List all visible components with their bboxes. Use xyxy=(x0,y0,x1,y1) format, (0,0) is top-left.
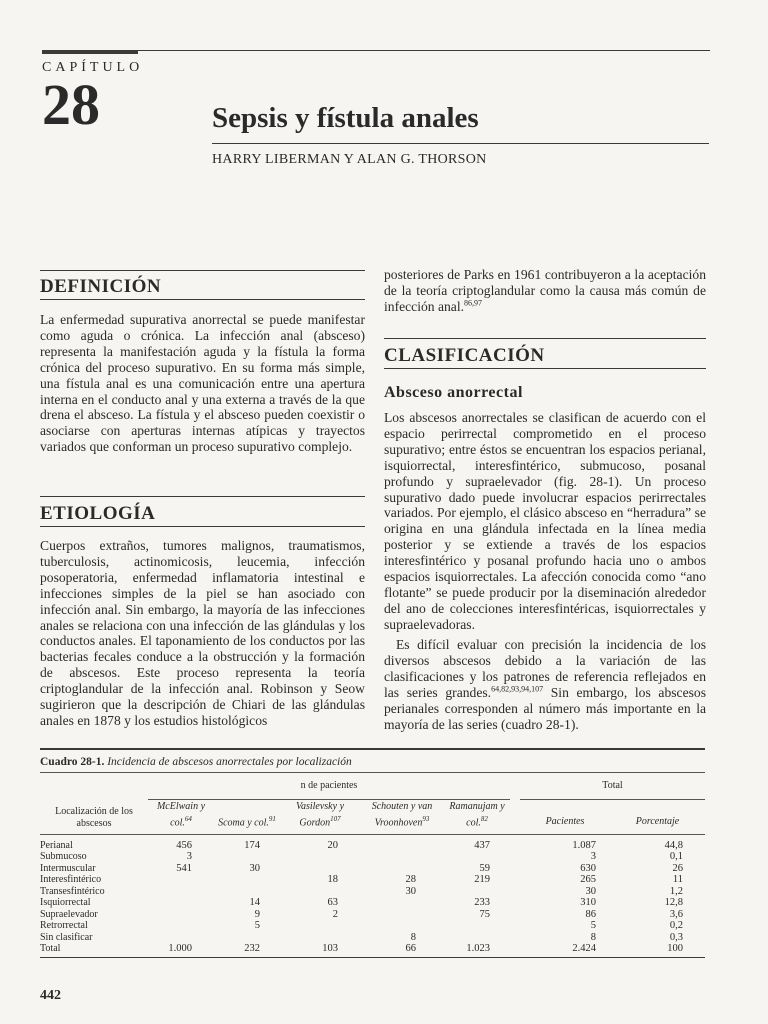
table-row xyxy=(40,909,705,921)
table-caption-text: Incidencia de abscesos anorrectales por localización xyxy=(107,756,352,768)
table-cell: 75 xyxy=(479,908,490,920)
col-scoma: Scoma y col.$^{91}$ xyxy=(218,815,276,829)
table-cell: 14 xyxy=(249,897,260,908)
table-cell: 437 xyxy=(474,839,490,851)
table-cell: 5 xyxy=(254,920,260,931)
table-cell: 310 xyxy=(580,897,596,908)
table-cell: 30 xyxy=(249,862,260,874)
table-row xyxy=(40,920,705,932)
table-row xyxy=(40,943,705,955)
row-label: Perianal xyxy=(40,839,73,851)
table-cell: 103 xyxy=(322,943,338,954)
table-cell xyxy=(360,897,444,909)
table-cell: 541 xyxy=(176,862,192,874)
section-rule xyxy=(384,338,706,339)
table-cell: 63 xyxy=(327,897,338,908)
clasificacion-paragraph-2 xyxy=(384,637,706,732)
table-cell xyxy=(214,886,280,898)
table-row xyxy=(40,834,705,851)
table-cell: 630 xyxy=(580,862,596,874)
row-label: Interesfintérico xyxy=(40,874,102,885)
table-cell xyxy=(148,886,214,898)
row-label: Retrorrectal xyxy=(40,920,88,931)
table-cell: 20 xyxy=(327,839,338,851)
row-label: Transesfintérico xyxy=(40,885,105,897)
table-cell: 1.000 xyxy=(168,943,192,954)
table-body xyxy=(40,834,705,955)
table-row xyxy=(40,932,705,944)
col-mcelwain: McElwain y col.$^{64}$ xyxy=(156,801,206,829)
clasificacion-paragraph-2-text: Es difícil evaluar con precisión la incidencia de los diversos abscesos debido a la variación de las clasificaciones y los patrones de referencia reflejados en las series grandes. xyxy=(384,637,706,700)
table-cell: 26 xyxy=(672,862,683,874)
row-label: Sin clasificar xyxy=(40,931,93,943)
section-rule xyxy=(40,496,365,497)
table-caption-label: Cuadro 28-1. xyxy=(40,756,105,768)
chapter-title: Sepsis y fístula anales xyxy=(212,102,479,134)
table-cell: 44,8 xyxy=(664,839,683,851)
table-cell xyxy=(280,886,360,898)
clasificacion-paragraph-2-text-end: Sin embargo, los abscesos perianales corresponden al número más importante en la mayoría de las series (cuadro 28-1). xyxy=(384,684,706,732)
col-schouten: Schouten y van Vroonhoven$^{93}$ xyxy=(371,801,433,829)
subheading-absceso: Absceso anorrectal xyxy=(384,384,523,401)
col-ramanujam: Ramanujam y col.$^{82}$ xyxy=(449,801,505,829)
table-bottom-rule xyxy=(40,957,705,958)
table-cell: 3 xyxy=(590,851,596,862)
table-cell: 2 xyxy=(332,908,338,920)
group-header: n de pacientes xyxy=(148,773,510,800)
table-cell xyxy=(444,920,510,932)
table-cell: 100 xyxy=(667,943,683,954)
table-cell: 0,1 xyxy=(669,851,683,862)
table-cell: 0,2 xyxy=(669,920,683,931)
table-cell xyxy=(360,920,444,932)
table-row xyxy=(40,897,705,909)
continuation-refs: 86,97 xyxy=(464,298,483,308)
table-cell xyxy=(444,851,510,863)
table-cell: 0,3 xyxy=(669,931,683,943)
table-cell: 265 xyxy=(580,874,596,885)
table-cell: 3,6 xyxy=(669,908,683,920)
table-top-rule xyxy=(40,748,705,750)
header-rule-thick xyxy=(42,50,138,54)
definicion-paragraph: La enfermedad supurativa anorrectal se puede manifestar como aguda o crónica. La infección anal (absceso) representa la manifestación aguda y la fístula la forma crónica del proceso supurativo. En su forma más simple, una fístula anal es una comunicación entre una apertura interna en el conducto anal y una externa a través de la que drena el absceso. La fístula y el absceso pueden coexistir o asociarse con aperturas internas atípicas y trayectos variados que conforman un proceso supurativo complejo. xyxy=(40,312,365,455)
total-header: Total xyxy=(520,773,705,800)
table-cell: 18 xyxy=(327,874,338,885)
clasificacion-paragraph-1: Los abscesos anorrectales se clasifican de acuerdo con el espacio perirrectal comprometido en el proceso supurativo; entre éstos se encuentran los espacios perianal, isquiorrectal, interesfintérico, submucoso, posanal profundo y supraelevador (fig. 28-1). Un proceso supurativo dado puede involucrar espacios perirrectales variados. Por ejemplo, el clásico absceso en “herradura” se origina en una glándula infectada en la línea media posterior y se extiende a través de los espacios interesfintérico y posanal profundo hacia uno o ambos espacios isquiorrectales. La afección conocida como “ano flotante” se puede producir por la diseminación alrededor del ano de colecciones interesfintéricas, isquiorrectales y supraelevadoras. xyxy=(384,410,706,632)
table-cell xyxy=(148,909,214,921)
continuation-paragraph xyxy=(384,267,706,315)
table-header-row-1 xyxy=(40,773,705,800)
table-cell: 66 xyxy=(405,943,416,954)
table-cell: 232 xyxy=(244,943,260,954)
header-rule-thin xyxy=(138,50,710,51)
col-vasilevsky: Vasilevsky y Gordon$^{107}$ xyxy=(295,801,345,829)
page-number: 442 xyxy=(40,988,61,1003)
section-rule xyxy=(40,270,365,271)
table-cell: 1,2 xyxy=(669,885,683,897)
table-cell: 1.087 xyxy=(572,839,596,851)
col-porcentaje: Porcentaje xyxy=(635,815,680,827)
table-cell: 11 xyxy=(672,874,683,885)
table-cell xyxy=(214,932,280,944)
table-cell xyxy=(148,874,214,886)
table-row xyxy=(40,851,705,863)
table-cell xyxy=(360,834,444,851)
chapter-authors: HARRY LIBERMAN Y ALAN G. THORSON xyxy=(212,152,487,167)
table-cell xyxy=(214,851,280,863)
table-cell xyxy=(148,932,214,944)
table-cell: 8 xyxy=(590,931,596,943)
section-rule xyxy=(40,526,365,527)
table-cell xyxy=(360,863,444,875)
table-cuadro-28-1 xyxy=(40,748,705,958)
abscess-table xyxy=(40,772,705,955)
table-header-row-2 xyxy=(40,800,705,835)
row-label: Total xyxy=(40,943,61,954)
table-cell: 174 xyxy=(244,839,260,851)
table-cell: 28 xyxy=(405,874,416,885)
chapter-number: 28 xyxy=(42,72,100,137)
section-rule xyxy=(384,368,706,369)
table-cell: 8 xyxy=(410,931,416,943)
section-heading-definicion: DEFINICIÓN xyxy=(40,276,162,297)
table-cell: 456 xyxy=(176,839,192,851)
table-cell xyxy=(148,920,214,932)
col-location: Localización de los abscesos xyxy=(55,805,133,829)
section-rule xyxy=(40,299,365,300)
table-cell xyxy=(214,874,280,886)
table-cell: 5 xyxy=(590,920,596,931)
table-cell xyxy=(360,851,444,863)
table-cell xyxy=(148,897,214,909)
table-cell: 30 xyxy=(405,885,416,897)
table-cell xyxy=(444,886,510,898)
clasificacion-refs: 64,82,93,94,107 xyxy=(491,684,544,694)
row-label: Supraelevador xyxy=(40,908,98,920)
table-cell: 3 xyxy=(186,851,192,862)
table-cell: 30 xyxy=(585,885,596,897)
table-caption xyxy=(40,756,705,768)
table-cell: 233 xyxy=(474,897,490,908)
section-heading-etiologia: ETIOLOGÍA xyxy=(40,503,156,524)
col-pacientes: Pacientes xyxy=(545,815,585,827)
table-cell xyxy=(280,920,360,932)
row-label: Submucoso xyxy=(40,851,87,862)
table-row xyxy=(40,863,705,875)
table-row xyxy=(40,886,705,898)
table-cell: 1.023 xyxy=(466,943,490,954)
table-cell xyxy=(280,932,360,944)
continuation-text: posteriores de Parks en 1961 contribuyeron a la aceptación de la teoría criptoglandular como la causa más común de infección anal. xyxy=(384,267,706,314)
table-cell xyxy=(280,863,360,875)
table-cell: 9 xyxy=(254,908,260,920)
table-cell: 219 xyxy=(474,874,490,885)
row-label: Isquiorrectal xyxy=(40,897,91,908)
table-cell xyxy=(444,932,510,944)
chapter-label: CAPÍTULO xyxy=(42,60,144,75)
table-cell xyxy=(280,851,360,863)
table-cell: 12,8 xyxy=(664,897,683,908)
table-cell: 2.424 xyxy=(572,943,596,954)
row-label: Intermuscular xyxy=(40,862,96,874)
table-cell: 86 xyxy=(585,908,596,920)
table-row xyxy=(40,874,705,886)
section-heading-clasificacion: CLASIFICACIÓN xyxy=(384,345,545,366)
table-cell xyxy=(360,909,444,921)
etiologia-paragraph: Cuerpos extraños, tumores malignos, traumatismos, tuberculosis, actinomicosis, leucemia, infección posoperatoria, enfermedad inflamatoria intestinal e infecciones simples de la piel se han asociado con infección anal. Sin embargo, la mayoría de las infecciones anales se relaciona con una infección de las glándulas y los conductos anales. El taponamiento de los conductos por las bacterias fecales conduce a la obstrucción y la formación de abscesos. Este proceso representa la teoría criptoglandular de la infección anal. Robinson y Seow sugirieron que la descripción de Chiari de las glándulas anales en 1878 y los estudios histológicos xyxy=(40,538,365,728)
table-cell: 59 xyxy=(479,862,490,874)
title-rule xyxy=(212,143,709,144)
